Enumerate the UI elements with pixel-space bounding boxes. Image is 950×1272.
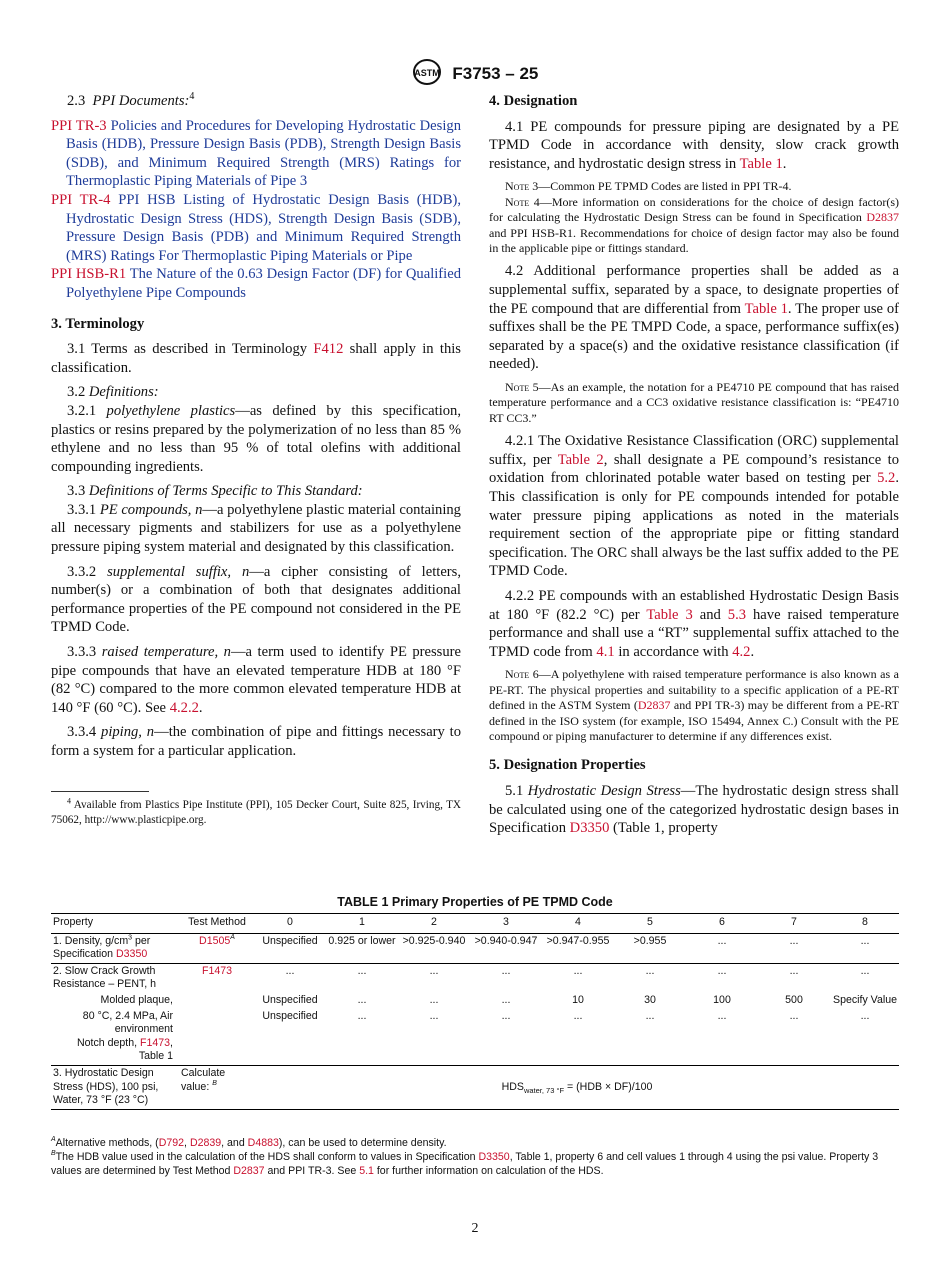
footnote-rule [51,791,149,792]
section-4-heading: 4. Designation [489,93,578,109]
para-3-3-3: 3.3.3 raised temperature, n—a term used to identify PE pressure pipe compounds that have an elevated temperature HDB at 180 °F (82 °C) compared to the more common elevated temperature HDB at 140 °F (60 °C). See 4.2.2. [51,644,461,716]
table-cell: 30 [644,993,656,1006]
table-row-scg [51,963,899,993]
para-3-3-2: 3.3.2 supplemental suffix, n—a cipher consisting of letters, number(s) or a combination of both that designates additional performance properties of the PE compound not considered in the PE TPMD Code. [51,563,461,636]
link-table-1[interactable]: Table 1 [739,155,783,172]
table-cell: ... [789,1009,799,1022]
table-header-row [51,914,899,934]
ref-code[interactable]: PPI TR-4 [51,191,111,208]
col-header: 5 [613,914,687,934]
table-cell: 100 [713,993,731,1006]
link-d2837[interactable]: D2837 [637,698,671,713]
table-cell: 1. Density, $g/cm^3$ per Specification D3350 [51,933,179,963]
table-cell: $D1505^A$ [179,933,255,963]
table-footnote-b: $^B$The HDB value used in the calculation of the HDS shall conform to values in Specification D3350, Table 1, property 6 and cell values 1 through 4 using the psi value. Property 3 values are determined by Test Method D2837 and PPI TR-3. See 5.1 for further information on calculation of the HDS. [51,1150,879,1177]
ref-tr3[interactable]: PPI TR-3 Policies and Procedures for Developing Hydrostatic Design Basis (HDB), Pressure Design Basis (PDB), Strength Design Basis (SDB), and Minimum Required Strength (MRS) Ratings for Thermoplastic Piping Materials of Pipe 3 [51,117,461,190]
link-d3350[interactable]: D3350 [116,948,148,961]
table-cell: 2. Slow Crack Growth Resistance – PENT, h [53,964,157,991]
table-cell: ... [645,964,655,977]
link-4-2[interactable]: 4.2 [732,643,751,660]
table-cell [179,963,255,993]
link-table-3[interactable]: Table 3 [646,606,693,623]
para-4-2-2: 4.2.2 PE compounds with an established Hydrostatic Design Basis at 180 °F (82.2 °C) per Table 3 and 5.3 have raised temperature performance and shall use a “RT” supplemental suffix attached to the TPMD code from 4.1 in accordance with 4.2. [489,587,899,660]
table-cell: ... [357,1009,367,1022]
table-cell: >0.925-0.940 [399,933,469,963]
left-column [51,92,461,834]
col-header: 8 [831,914,899,934]
link-5-3[interactable]: 5.3 [727,606,747,623]
page-number: 2 [471,1221,479,1236]
para-3-3: 3.3 Definitions of Terms Specific to This Standard: [67,483,363,500]
table-footnote-a: $^A$Alternative methods, (D792, D2839, and D4883), can be used to determine density. [51,1136,447,1149]
table-row-hds [51,1065,899,1109]
note-6: Note 6—A polyethylene with raised temperature performance is also known as a PE-RT. The physical properties and suitability to a specific application of a PE-RT defined in the ASTM System (D2837 and PPI TR-3) may be different from a PE-RT defined in the ISO system (for example, ISO 15494, Annex C.) Consult with the PE compound or piping manufacturer to determine if any differences exist. [489,667,900,743]
note-4: Note 4—More information on considerations for the choice of design factor(s) for calculating the Hydrostatic Design Stress can be found in Specification D2837 and PPI HSB-R1. Recommendations for choice of design factor may also be found in the applicable pipe or fittings standard. [489,194,899,255]
col-header: 3 [469,914,543,934]
link-table-1[interactable]: Table 1 [744,300,788,317]
link-4-2-2[interactable]: 4.2.2 [169,699,199,716]
table-cell: ... [357,993,367,1006]
para-3-3-1: 3.3.1 PE compounds, n—a polyethylene plastic material containing all necessary pigments and stabilizers for use as a polyethylene pressure piping system material and designated by this classification. [51,501,461,556]
col-header: 7 [757,914,831,934]
link-d792[interactable]: D792 [158,1137,185,1149]
table-row-density [51,933,899,963]
table-cell: ... [429,1009,439,1022]
table-row-conditions [51,1009,899,1066]
link-4-1[interactable]: 4.1 [596,643,615,660]
link-d3350[interactable]: D3350 [569,820,610,837]
table-cell: 80 °C, 2.4 MPa, Air environment Notch depth, F1473, Table 1 [76,1009,173,1063]
link-d2837[interactable]: D2837 [233,1165,265,1177]
table-cell: ... [717,964,727,977]
note-5: Note 5—As an example, the notation for a PE4710 PE compound that has raised temperature performance and a CC3 oxidative resistance classification is: “PE4710 RT CC3.” [489,379,899,425]
table-cell: $HDS_{water, 73 ^\circ F} = (HDB \times DF)/100$ [255,1065,899,1109]
para-5-1: 5.1 Hydrostatic Design Stress—The hydrostatic design stress shall be calculated using one of the categorized hydrostatic design bases in Specification D3350 (Table 1, property [489,782,899,837]
link-d3350[interactable]: D3350 [478,1151,510,1163]
col-header: 1 [325,914,399,934]
table-cell: ... [860,1009,870,1022]
footnote-4: $^4$ Available from Plastics Pipe Institute (PPI), 105 Decker Court, Suite 825, Irving, TX 75062, http://www.plasticpipe.org. [51,795,461,826]
table-cell: ... [501,964,511,977]
table-cell: ... [789,964,799,977]
link-d1505[interactable]: D1505 [199,934,231,947]
col-header: Test Method [179,914,255,934]
para-3-2: 3.2 Definitions: [67,384,159,401]
link-table-2[interactable]: Table 2 [557,451,604,468]
table-cell: >0.940-0.947 [469,933,543,963]
table-cell: >0.947-0.955 [543,933,613,963]
table-cell: ... [717,1009,727,1022]
page-header [0,58,950,91]
properties-table [51,913,899,1110]
table-cell: ... [429,964,439,977]
col-header: 4 [543,914,613,934]
para-3-1: 3.1 Terms as described in Terminology F412 shall apply in this classification. [51,341,461,376]
link-d2837[interactable]: D2837 [866,210,899,225]
link-5-2[interactable]: 5.2 [877,470,896,487]
table-cell: 500 [785,993,803,1006]
table-cell: ... [860,964,870,977]
table-cell [179,1009,255,1066]
table-cell: Calculate value: $^B$ [179,1065,255,1109]
table-cell: >0.955 [613,933,687,963]
table-cell: ... [687,933,757,963]
ref-code[interactable]: PPI HSB-R1 [51,266,127,283]
table-cell: Unspecified [262,993,318,1006]
table-cell: 3. Hydrostatic Design Stress (HDS), 100 psi, Water, 73 °F (23 °C) [51,1065,179,1109]
link-5-1[interactable]: 5.1 [359,1165,374,1177]
table-cell: ... [501,1009,511,1022]
para-3-2-1: 3.2.1 polyethylene plastics—as defined by this specification, plastics or resins prepared by the polymerization of no less than 85 % ethylene and no less than 95 % of total olefins with additional compounding ingredients. [51,402,461,475]
table-title: TABLE 1 Primary Properties of PE TPMD Code [337,895,613,909]
table-cell: ... [501,993,511,1006]
table-row-molded [51,993,899,1009]
note-3: Note 3—Common PE TPMD Codes are listed in PPI TR-4. [505,179,792,194]
link-d4883[interactable]: D4883 [247,1137,279,1149]
table-cell: ... [429,993,439,1006]
link-d2839[interactable]: D2839 [189,1137,222,1149]
section-5-heading: 5. Designation Properties [489,757,646,774]
table-cell: Molded plaque, [100,993,173,1006]
table-cell: ... [645,1009,655,1022]
designation-code: F3753 – 25 [452,63,539,83]
table-cell: ... [573,964,583,977]
para-4-2-1: 4.2.1 The Oxidative Resistance Classification (ORC) supplemental suffix, per Table 2, shall designate a PE compound’s resistance to oxidation from chlorinated potable water based on testing per 5.2. This classification is only for PE compounds intended for potable water pressure piping applications as noted in the materials requirement section of the appropriate pipe or fitting standard specification. The ORC shall always be the last suffix added to the PE TPMD Code. [489,433,899,580]
table-cell: ... [573,1009,583,1022]
table-cell: ... [831,933,899,963]
table-cell: 10 [572,993,584,1006]
section-2-3: 2.3 PPI Documents:$^4$ [67,91,195,109]
link-f412[interactable]: F412 [313,341,344,358]
right-column [489,92,899,844]
astm-logo-icon [412,58,442,91]
para-4-1: 4.1 PE compounds for pressure piping are designated by a PE TPMD Code in accordance with density, slow crack growth resistance, and hydrostatic design stress in Table 1. [489,118,899,172]
link-f1473[interactable]: F1473 [201,964,233,977]
ref-code[interactable]: PPI TR-3 [51,117,107,134]
col-header: 0 [255,914,325,934]
link-f1473[interactable]: F1473 [140,1036,171,1049]
table-cell: ... [285,964,295,977]
table-cell: ... [357,964,367,977]
svg-text:ASTM: ASTM [413,68,440,78]
ref-tr4[interactable]: PPI TR-4 PPI HSB Listing of Hydrostatic Design Basis (HDB), Hydrostatic Design Stress (HDS), Strength Design Basis (SDB), Pressure Design Basis (PDB) and Minimum Required Strength (MRS) Ratings For Thermoplastic Piping Materials or Pipe [51,191,461,264]
ref-hsbr1[interactable]: PPI HSB-R1 The Nature of the 0.63 Design Factor (DF) for Qualified Polyethylene Pipe Compounds [51,266,461,301]
table-cell: Unspecified [262,1009,318,1022]
table-cell: ... [757,933,831,963]
table-cell: Specify Value [833,993,897,1006]
table-cell: 0.925 or lower [325,933,399,963]
para-3-3-4: 3.3.4 piping, n—the combination of pipe and fittings necessary to form a system for a particular application. [51,724,462,759]
para-4-2: 4.2 Additional performance properties shall be added as a supplemental suffix, separated by a space, to designate properties of the PE compound that are differential from Table 1. The proper use of suffixes shall be the PE TMPD Code, a space, performance suffix(es) separated by a space(s) and the oxidative resistance classification (if needed). [489,263,899,373]
table-cell: Unspecified [255,933,325,963]
col-header: 6 [687,914,757,934]
col-header: Property [51,914,179,934]
table-cell [179,993,255,1009]
col-header: 2 [399,914,469,934]
section-3-heading: 3. Terminology [51,315,145,332]
